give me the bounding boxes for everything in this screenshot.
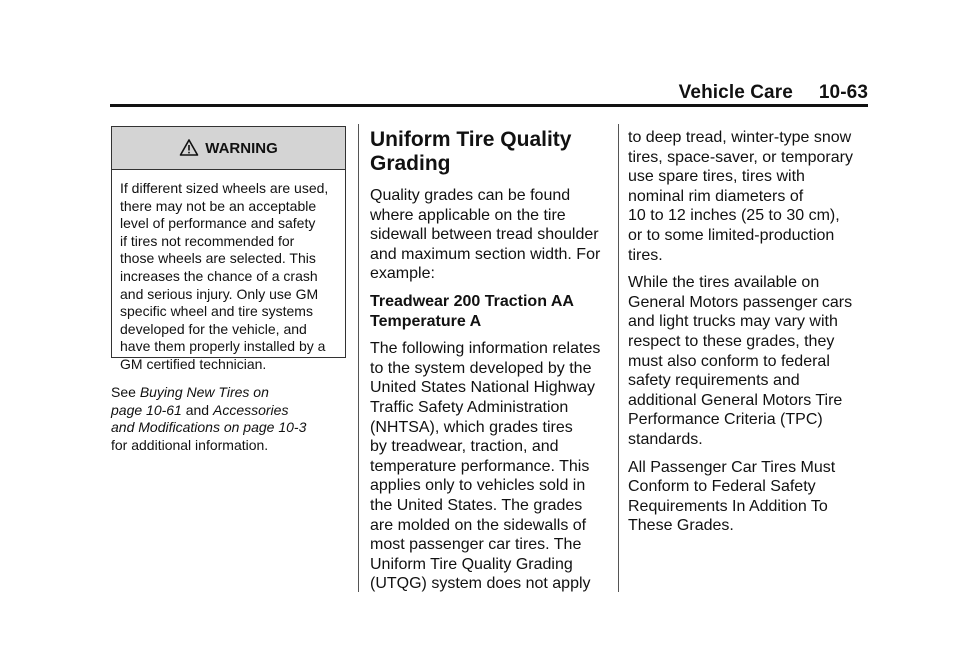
text-line: temperature performance. This	[370, 457, 590, 475]
text-line: to the system developed by the	[370, 359, 592, 377]
text-line: example:	[370, 265, 435, 283]
text-line: by treadwear, traction, and	[370, 438, 559, 456]
text-line: Uniform Tire Quality Grading	[370, 555, 573, 573]
text-line: are molded on the sidewalls of	[370, 516, 587, 534]
warning-line: level of performance and safety	[120, 215, 316, 232]
text-line: most passenger car tires. The	[370, 536, 582, 554]
text-line: 10 to 12 inches (25 to 30 cm),	[628, 207, 840, 225]
text-line: These Grades.	[628, 517, 734, 535]
text-line: Requirements In Addition To	[628, 497, 828, 515]
warning-line: and serious injury. Only use GM	[120, 285, 319, 302]
and-word: and	[185, 401, 210, 418]
text-line: Performance Criteria (TPC)	[628, 411, 823, 429]
link-buying-new-tires-page[interactable]: page 10-61	[111, 401, 182, 418]
warning-icon	[179, 138, 199, 158]
text-line: standards.	[628, 430, 703, 448]
text-line: (UTQG) system does not apply	[370, 575, 591, 593]
link-buying-new-tires[interactable]: Buying New Tires on	[139, 384, 269, 400]
paragraph-nhtsa	[370, 339, 610, 594]
paragraph-example	[370, 292, 610, 331]
see-word: See	[111, 384, 136, 400]
text-line: and light trucks may vary with	[628, 313, 838, 331]
warning-box	[111, 126, 346, 372]
link-accessories[interactable]: Accessories	[212, 401, 289, 418]
section-title-line: Uniform Tire Quality	[370, 128, 572, 151]
column-divider-1	[358, 124, 359, 592]
text-line: Quality grades can be found	[370, 187, 571, 204]
warning-line: developed for the vehicle, and	[120, 320, 307, 337]
text-line: and maximum section width. For	[370, 245, 601, 263]
header-rule	[110, 104, 868, 107]
header-section: Vehicle Care	[678, 82, 793, 103]
text-line: tires.	[628, 246, 663, 264]
page-header	[679, 82, 868, 104]
warning-line: If different sized wheels are used,	[120, 180, 329, 196]
see-tail: for additional information.	[111, 436, 269, 453]
text-line: where applicable on the tire	[370, 206, 566, 224]
text-line: Treadwear 200 Traction AA	[370, 292, 574, 310]
paragraph-quality-grades	[370, 186, 610, 284]
text-line: safety requirements and	[628, 372, 800, 390]
warning-line: if tires not recommended for	[120, 232, 295, 249]
section-title	[370, 128, 610, 176]
link-accessories-page[interactable]: and Modifications on page 10-3	[111, 419, 307, 436]
warning-text	[112, 170, 345, 374]
text-line: use spare tires, tires with	[628, 168, 805, 186]
text-line: sidewall between tread shoulder	[370, 226, 599, 244]
paragraph-exclusions	[628, 128, 873, 265]
column-3	[628, 128, 873, 544]
text-line: Conform to Federal Safety	[628, 478, 816, 496]
text-line: tires, space-saver, or temporary	[628, 148, 853, 166]
see-reference	[111, 384, 351, 454]
text-line: Temperature A	[370, 312, 482, 330]
text-line: United States National Highway	[370, 379, 596, 397]
text-line: must also conform to federal	[628, 352, 830, 370]
column-2	[370, 128, 610, 602]
text-line: respect to these grades, they	[628, 332, 835, 350]
text-line: General Motors passenger cars	[628, 293, 853, 311]
warning-line: GM certified technician.	[120, 355, 267, 372]
text-line: nominal rim diameters of	[628, 187, 804, 205]
section-title-line: Grading	[370, 152, 451, 175]
text-line: the United States. The grades	[370, 496, 583, 514]
warning-line: those wheels are selected. This	[120, 250, 316, 267]
text-line: or to some limited-production	[628, 226, 835, 244]
warning-line: specific wheel and tire systems	[120, 303, 313, 320]
warning-header	[112, 127, 345, 170]
paragraph-gm-tires	[628, 273, 873, 449]
header-page-number: 10-63	[818, 82, 868, 103]
warning-line: increases the chance of a crash	[120, 267, 318, 284]
warning-line: there may not be an acceptable	[120, 197, 317, 214]
text-line: additional General Motors Tire	[628, 391, 843, 409]
column-divider-2	[618, 124, 619, 592]
text-line: While the tires available on	[628, 274, 820, 292]
text-line: The following information relates	[370, 340, 601, 358]
text-line: applies only to vehicles sold in	[370, 477, 586, 495]
text-line: Traffic Safety Administration	[370, 398, 569, 416]
text-line: All Passenger Car Tires Must	[628, 458, 836, 476]
warning-line: have them properly installed by a	[120, 338, 326, 355]
warning-label: WARNING	[205, 139, 278, 157]
paragraph-federal-safety	[628, 458, 873, 536]
text-line: (NHTSA), which grades tires	[370, 418, 573, 436]
text-line: to deep tread, winter-type snow	[628, 129, 852, 146]
